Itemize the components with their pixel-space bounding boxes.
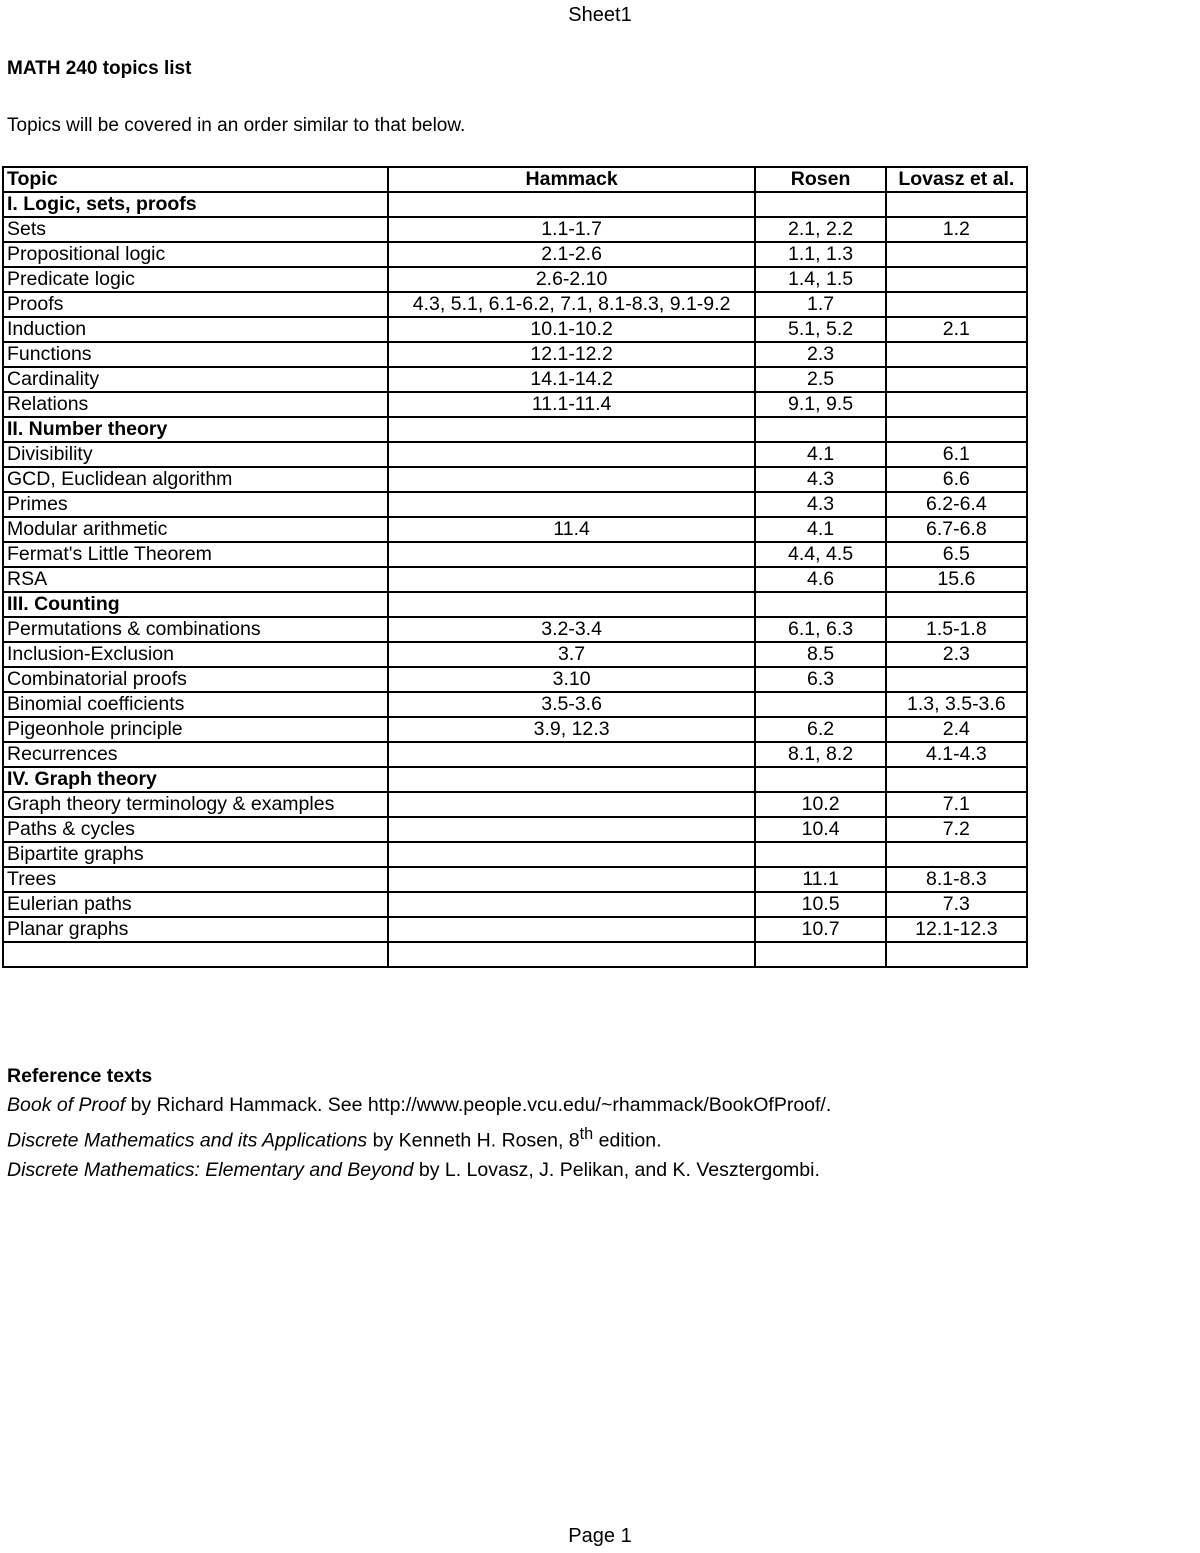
cell-topic: Divisibility [3, 442, 388, 467]
cell-topic: Trees [3, 867, 388, 892]
table-row [3, 817, 1027, 842]
topics-table-body [3, 167, 1027, 967]
cell-topic: Pigeonhole principle [3, 717, 388, 742]
cell-rosen: 8.5 [755, 642, 885, 667]
cell-rosen: 4.6 [755, 567, 885, 592]
table-row [3, 467, 1027, 492]
table-row [3, 692, 1027, 717]
cell-hammack: 1.1-1.7 [388, 217, 756, 242]
cell-rosen: 8.1, 8.2 [755, 742, 885, 767]
cell-rosen: 10.7 [755, 917, 885, 942]
cell-hammack [388, 192, 756, 217]
cell-hammack: 14.1-14.2 [388, 367, 756, 392]
section-row [3, 192, 1027, 217]
cell-rosen: 2.3 [755, 342, 885, 367]
cell-topic: Proofs [3, 292, 388, 317]
cell-lovasz [886, 267, 1027, 292]
cell-topic: Eulerian paths [3, 892, 388, 917]
cell-hammack: 3.9, 12.3 [388, 717, 756, 742]
cell-hammack: 3.5-3.6 [388, 692, 756, 717]
cell-rosen: 6.3 [755, 667, 885, 692]
table-row [3, 492, 1027, 517]
table-row [3, 917, 1027, 942]
cell-lovasz [886, 667, 1027, 692]
cell-hammack: 10.1-10.2 [388, 317, 756, 342]
cell-rosen: 6.1, 6.3 [755, 617, 885, 642]
cell-rosen: 4.3 [755, 467, 885, 492]
cell-lovasz: 7.3 [886, 892, 1027, 917]
cell-topic: Propositional logic [3, 242, 388, 267]
cell-lovasz [886, 592, 1027, 617]
table-row [3, 292, 1027, 317]
table-row [3, 517, 1027, 542]
cell-lovasz [886, 767, 1027, 792]
cell-topic: Inclusion-Exclusion [3, 642, 388, 667]
cell-lovasz: 1.5-1.8 [886, 617, 1027, 642]
cell-rosen: 2.5 [755, 367, 885, 392]
cell-hammack [388, 817, 756, 842]
cell-topic: Combinatorial proofs [3, 667, 388, 692]
reference-title: Discrete Mathematics and its Applications [7, 1129, 368, 1152]
column-header-rosen: Rosen [755, 167, 885, 192]
column-header-hammack: Hammack [388, 167, 756, 192]
cell-topic: Cardinality [3, 367, 388, 392]
table-row [3, 742, 1027, 767]
cell-rosen: 4.1 [755, 442, 885, 467]
table-header-row [3, 167, 1027, 192]
reference-title: Book of Proof [7, 1094, 126, 1116]
cell-lovasz: 6.2-6.4 [886, 492, 1027, 517]
document-intro: Topics will be covered in an order similar to that below. [7, 115, 466, 136]
cell-rosen: 9.1, 9.5 [755, 392, 885, 417]
reference-title: Discrete Mathematics: Elementary and Beyond [7, 1158, 414, 1181]
cell-topic: Paths & cycles [3, 817, 388, 842]
cell-hammack [388, 742, 756, 767]
table-row [3, 892, 1027, 917]
cell-lovasz: 2.1 [886, 317, 1027, 342]
cell-rosen: 1.7 [755, 292, 885, 317]
cell-topic: Functions [3, 342, 388, 367]
table-row [3, 392, 1027, 417]
reference-detail: by Richard Hammack. See http://www.people.vcu.edu/~rhammack/BookOfProof/. [125, 1094, 832, 1116]
table-row [3, 217, 1027, 242]
cell-rosen: 1.4, 1.5 [755, 267, 885, 292]
cell-topic: Graph theory terminology & examples [3, 792, 388, 817]
cell-lovasz: 12.1-12.3 [886, 917, 1027, 942]
cell-rosen [755, 842, 885, 867]
cell-rosen: 4.4, 4.5 [755, 542, 885, 567]
cell-rosen [755, 192, 885, 217]
table-row [3, 792, 1027, 817]
topics-table [2, 166, 1028, 968]
cell-lovasz: 6.5 [886, 542, 1027, 567]
cell-rosen [755, 417, 885, 442]
cell-lovasz: 2.4 [886, 717, 1027, 742]
reference-texts [7, 1062, 831, 1185]
cell-lovasz [886, 367, 1027, 392]
cell-topic: I. Logic, sets, proofs [3, 192, 388, 217]
cell-rosen: 2.1, 2.2 [755, 217, 885, 242]
cell-topic: IV. Graph theory [3, 767, 388, 792]
cell-topic: Predicate logic [3, 267, 388, 292]
cell-topic: III. Counting [3, 592, 388, 617]
cell-lovasz: 8.1-8.3 [886, 867, 1027, 892]
reference-detail: by Kenneth H. Rosen, 8 [367, 1129, 580, 1152]
cell-rosen: 11.1 [755, 867, 885, 892]
section-row [3, 417, 1027, 442]
cell-topic: Modular arithmetic [3, 517, 388, 542]
cell-rosen [755, 942, 885, 967]
cell-lovasz: 7.1 [886, 792, 1027, 817]
cell-lovasz: 15.6 [886, 567, 1027, 592]
reference-item-hammack [7, 1091, 831, 1120]
reference-item-rosen [7, 1120, 831, 1156]
cell-rosen [755, 592, 885, 617]
cell-topic: GCD, Euclidean algorithm [3, 467, 388, 492]
cell-topic: Sets [3, 217, 388, 242]
table-row [3, 567, 1027, 592]
cell-hammack [388, 417, 756, 442]
cell-rosen: 10.4 [755, 817, 885, 842]
table-row [3, 942, 1027, 967]
table-row [3, 242, 1027, 267]
cell-hammack: 3.10 [388, 667, 756, 692]
reference-superscript: th [579, 1125, 594, 1143]
cell-lovasz [886, 392, 1027, 417]
table-row [3, 442, 1027, 467]
cell-hammack: 3.2-3.4 [388, 617, 756, 642]
table-row [3, 842, 1027, 867]
cell-rosen: 4.1 [755, 517, 885, 542]
cell-topic: Permutations & combinations [3, 617, 388, 642]
cell-hammack [388, 442, 756, 467]
table-row [3, 642, 1027, 667]
cell-topic: Recurrences [3, 742, 388, 767]
cell-lovasz [886, 942, 1027, 967]
cell-hammack [388, 917, 756, 942]
document-title: MATH 240 topics list [7, 58, 192, 79]
cell-topic: II. Number theory [3, 417, 388, 442]
cell-rosen [755, 692, 885, 717]
cell-topic: Binomial coefficients [3, 692, 388, 717]
cell-hammack: 2.1-2.6 [388, 242, 756, 267]
cell-hammack: 4.3, 5.1, 6.1-6.2, 7.1, 8.1-8.3, 9.1-9.2 [388, 292, 756, 317]
table-row [3, 667, 1027, 692]
cell-hammack: 3.7 [388, 642, 756, 667]
column-header-topic: Topic [3, 167, 388, 192]
table-row [3, 317, 1027, 342]
cell-lovasz [886, 192, 1027, 217]
cell-topic: Bipartite graphs [3, 842, 388, 867]
reference-detail-tail: edition. [593, 1129, 662, 1152]
cell-rosen: 5.1, 5.2 [755, 317, 885, 342]
cell-hammack: 12.1-12.2 [388, 342, 756, 367]
section-row [3, 767, 1027, 792]
cell-lovasz [886, 417, 1027, 442]
cell-topic: Fermat's Little Theorem [3, 542, 388, 567]
table-row [3, 617, 1027, 642]
cell-hammack [388, 542, 756, 567]
cell-hammack: 11.4 [388, 517, 756, 542]
table-row [3, 367, 1027, 392]
cell-hammack: 11.1-11.4 [388, 392, 756, 417]
reference-heading: Reference texts [7, 1065, 153, 1087]
cell-lovasz [886, 292, 1027, 317]
cell-hammack [388, 492, 756, 517]
cell-hammack [388, 567, 756, 592]
table-row [3, 267, 1027, 292]
cell-lovasz: 6.6 [886, 467, 1027, 492]
cell-lovasz: 1.3, 3.5-3.6 [886, 692, 1027, 717]
cell-rosen: 1.1, 1.3 [755, 242, 885, 267]
cell-lovasz: 6.7-6.8 [886, 517, 1027, 542]
cell-topic: Planar graphs [3, 917, 388, 942]
cell-hammack: 2.6-2.10 [388, 267, 756, 292]
page-number-footer: Page 1 [568, 1525, 632, 1547]
reference-detail: by L. Lovasz, J. Pelikan, and K. Vesztergombi. [413, 1158, 820, 1181]
cell-rosen: 10.2 [755, 792, 885, 817]
table-row [3, 542, 1027, 567]
cell-topic: Relations [3, 392, 388, 417]
cell-rosen: 6.2 [755, 717, 885, 742]
cell-lovasz: 7.2 [886, 817, 1027, 842]
cell-hammack [388, 792, 756, 817]
cell-rosen [755, 767, 885, 792]
cell-topic: Primes [3, 492, 388, 517]
cell-lovasz [886, 842, 1027, 867]
cell-hammack [388, 767, 756, 792]
cell-lovasz: 1.2 [886, 217, 1027, 242]
cell-hammack [388, 592, 756, 617]
cell-topic [3, 942, 388, 967]
cell-lovasz: 2.3 [886, 642, 1027, 667]
table-row [3, 342, 1027, 367]
reference-item-lovasz [7, 1156, 831, 1185]
cell-rosen: 4.3 [755, 492, 885, 517]
cell-lovasz: 4.1-4.3 [886, 742, 1027, 767]
cell-topic: Induction [3, 317, 388, 342]
cell-rosen: 10.5 [755, 892, 885, 917]
cell-hammack [388, 892, 756, 917]
table-row [3, 717, 1027, 742]
section-row [3, 592, 1027, 617]
cell-lovasz [886, 342, 1027, 367]
cell-hammack [388, 867, 756, 892]
cell-hammack [388, 842, 756, 867]
table-row [3, 867, 1027, 892]
cell-topic: RSA [3, 567, 388, 592]
cell-hammack [388, 467, 756, 492]
column-header-lovasz: Lovasz et al. [886, 167, 1027, 192]
cell-hammack [388, 942, 756, 967]
cell-lovasz [886, 242, 1027, 267]
cell-lovasz: 6.1 [886, 442, 1027, 467]
sheet-name-header: Sheet1 [568, 4, 632, 26]
